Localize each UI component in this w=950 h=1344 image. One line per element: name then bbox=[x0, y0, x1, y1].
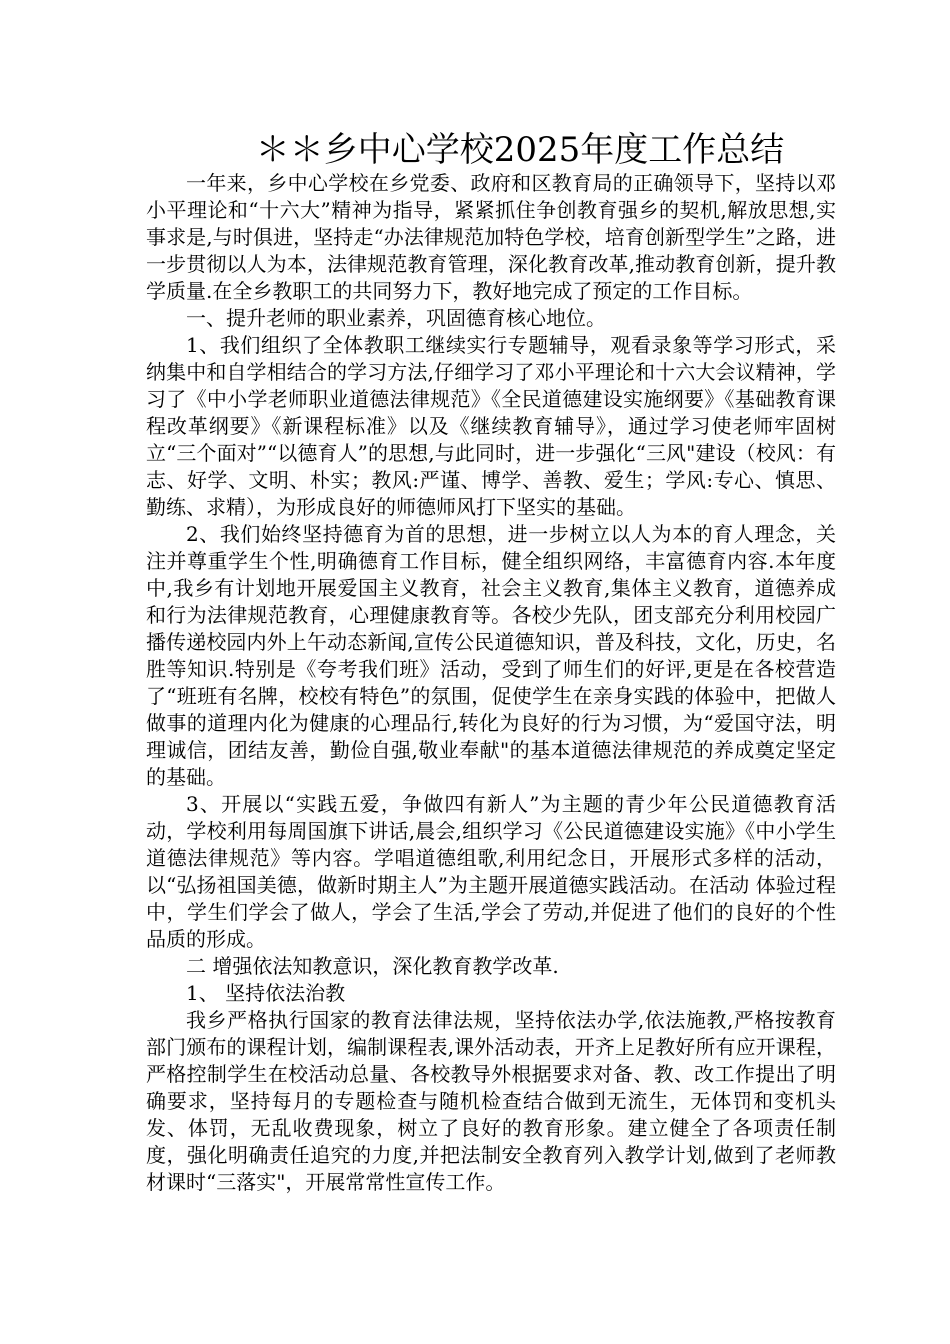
document-title: ＊＊乡中心学校2025年度工作总结 bbox=[255, 130, 785, 170]
paragraph-1-2: 2、我们始终坚持德育为首的思想，进一步树立以人为本的育人理念，关注并尊重学生个性,明确德育工作目标，健全组织网络，丰富德育内容.本年度中,我乡有计划地开展爱国主义教育，社会主义教育,集体主义教育，道德养成和行为法律规范教育，心理健康教育等。各校少先队，团支部充分利用校园广播传递校园内外上午动态新闻,宣传公民道德知识，普及科技，文化，历史，名胜等知识.特别是《夸考我们班》活动，受到了师生们的好评,更是在各校营造了“班班有名牌，校校有特色”的氛围，促使学生在亲身实践的体验中，把做人做事的道理内化为健康的心理品行,转化为良好的行为习惯，为“爱国守法，明理诚信，团结友善，勤俭自强,敬业奉献"的基本道德法律规范的养成奠定坚定的基础。 bbox=[146, 522, 836, 789]
paragraph-1-3: 3、开展以“实践五爱，争做四有新人”为主题的青少年公民道德教育活动，学校利用每周国旗下讲话,晨会,组织学习《公民道德建设实施》《中小学生道德法律规范》等内容。学唱道德组歌,利用纪念日，开展形式多样的活动，以“弘扬祖国美德，做新时期主人”为主题开展道德实践活动。在活动 体验过程中，学生们学会了做人，学会了生活,学会了劳动,并促进了他们的良好的个性品质的形成。 bbox=[146, 792, 836, 951]
subsection-heading-2-1: 1、 坚持依法治教 bbox=[186, 981, 346, 1005]
document-body bbox=[146, 170, 836, 1196]
section-heading-2: 二 增强依法知教意识，深化教育教学改革. bbox=[186, 954, 559, 978]
paragraph-2-1: 我乡严格执行国家的教育法律法规，坚持依法办学,依法施教,严格按教育部门颁布的课程计划，编制课程表,课外活动表，开齐上足教好所有应开课程，严格控制学生在校活动总量、各校教导外根据要求对备、教、改工作提出了明确要求，坚持每月的专题检查与随机检查结合做到无流生，无体罚和变机头发、体罚，无乱收费现象，树立了良好的教育形象。建立健全了各项责任制度，强化明确责任追究的力度,并把法制安全教育列入教学计划,做到了老师教材课时“三落实"，开展常常性宣传工作。 bbox=[146, 1008, 836, 1194]
paragraph-intro: 一年来，乡中心学校在乡党委、政府和区教育局的正确领导下，坚持以邓小平理论和“十六大”精神为指导，紧紧抓住争创教育强乡的契机,解放思想,实事求是,与时俱进，坚持走“办法律规范加特色学校，培育创新型学生”之路，进一步贯彻以人为本，法律规范教育管理，深化教育改革,推动教育创新，提升教学质量.在全乡教职工的共同努力下，教好地完成了预定的工作目标。 bbox=[146, 171, 836, 303]
section-heading-1: 一、提升老师的职业素养，巩固德育核心地位。 bbox=[186, 306, 606, 330]
paragraph-1-1: 1、我们组织了全体教职工继续实行专题辅导，观看录象等学习形式，采纳集中和自学相结合的学习方法,仔细学习了邓小平理论和十六大会议精神，学习了《中小学老师职业道德法律规范》《全民道德建设实施纲要》《基础教育课程改革纲要》《新课程标准》以及《继续教育辅导》，通过学习使老师牢固树立“三个面对”“以德育人”的思想,与此同时，进一步强化“三风"建设（校风：有志、好学、文明、朴实；教风:严谨、博学、善教、爱生；学风:专心、慎思、勤练、求精），为形成良好的师德师风打下坚实的基础。 bbox=[146, 333, 836, 519]
